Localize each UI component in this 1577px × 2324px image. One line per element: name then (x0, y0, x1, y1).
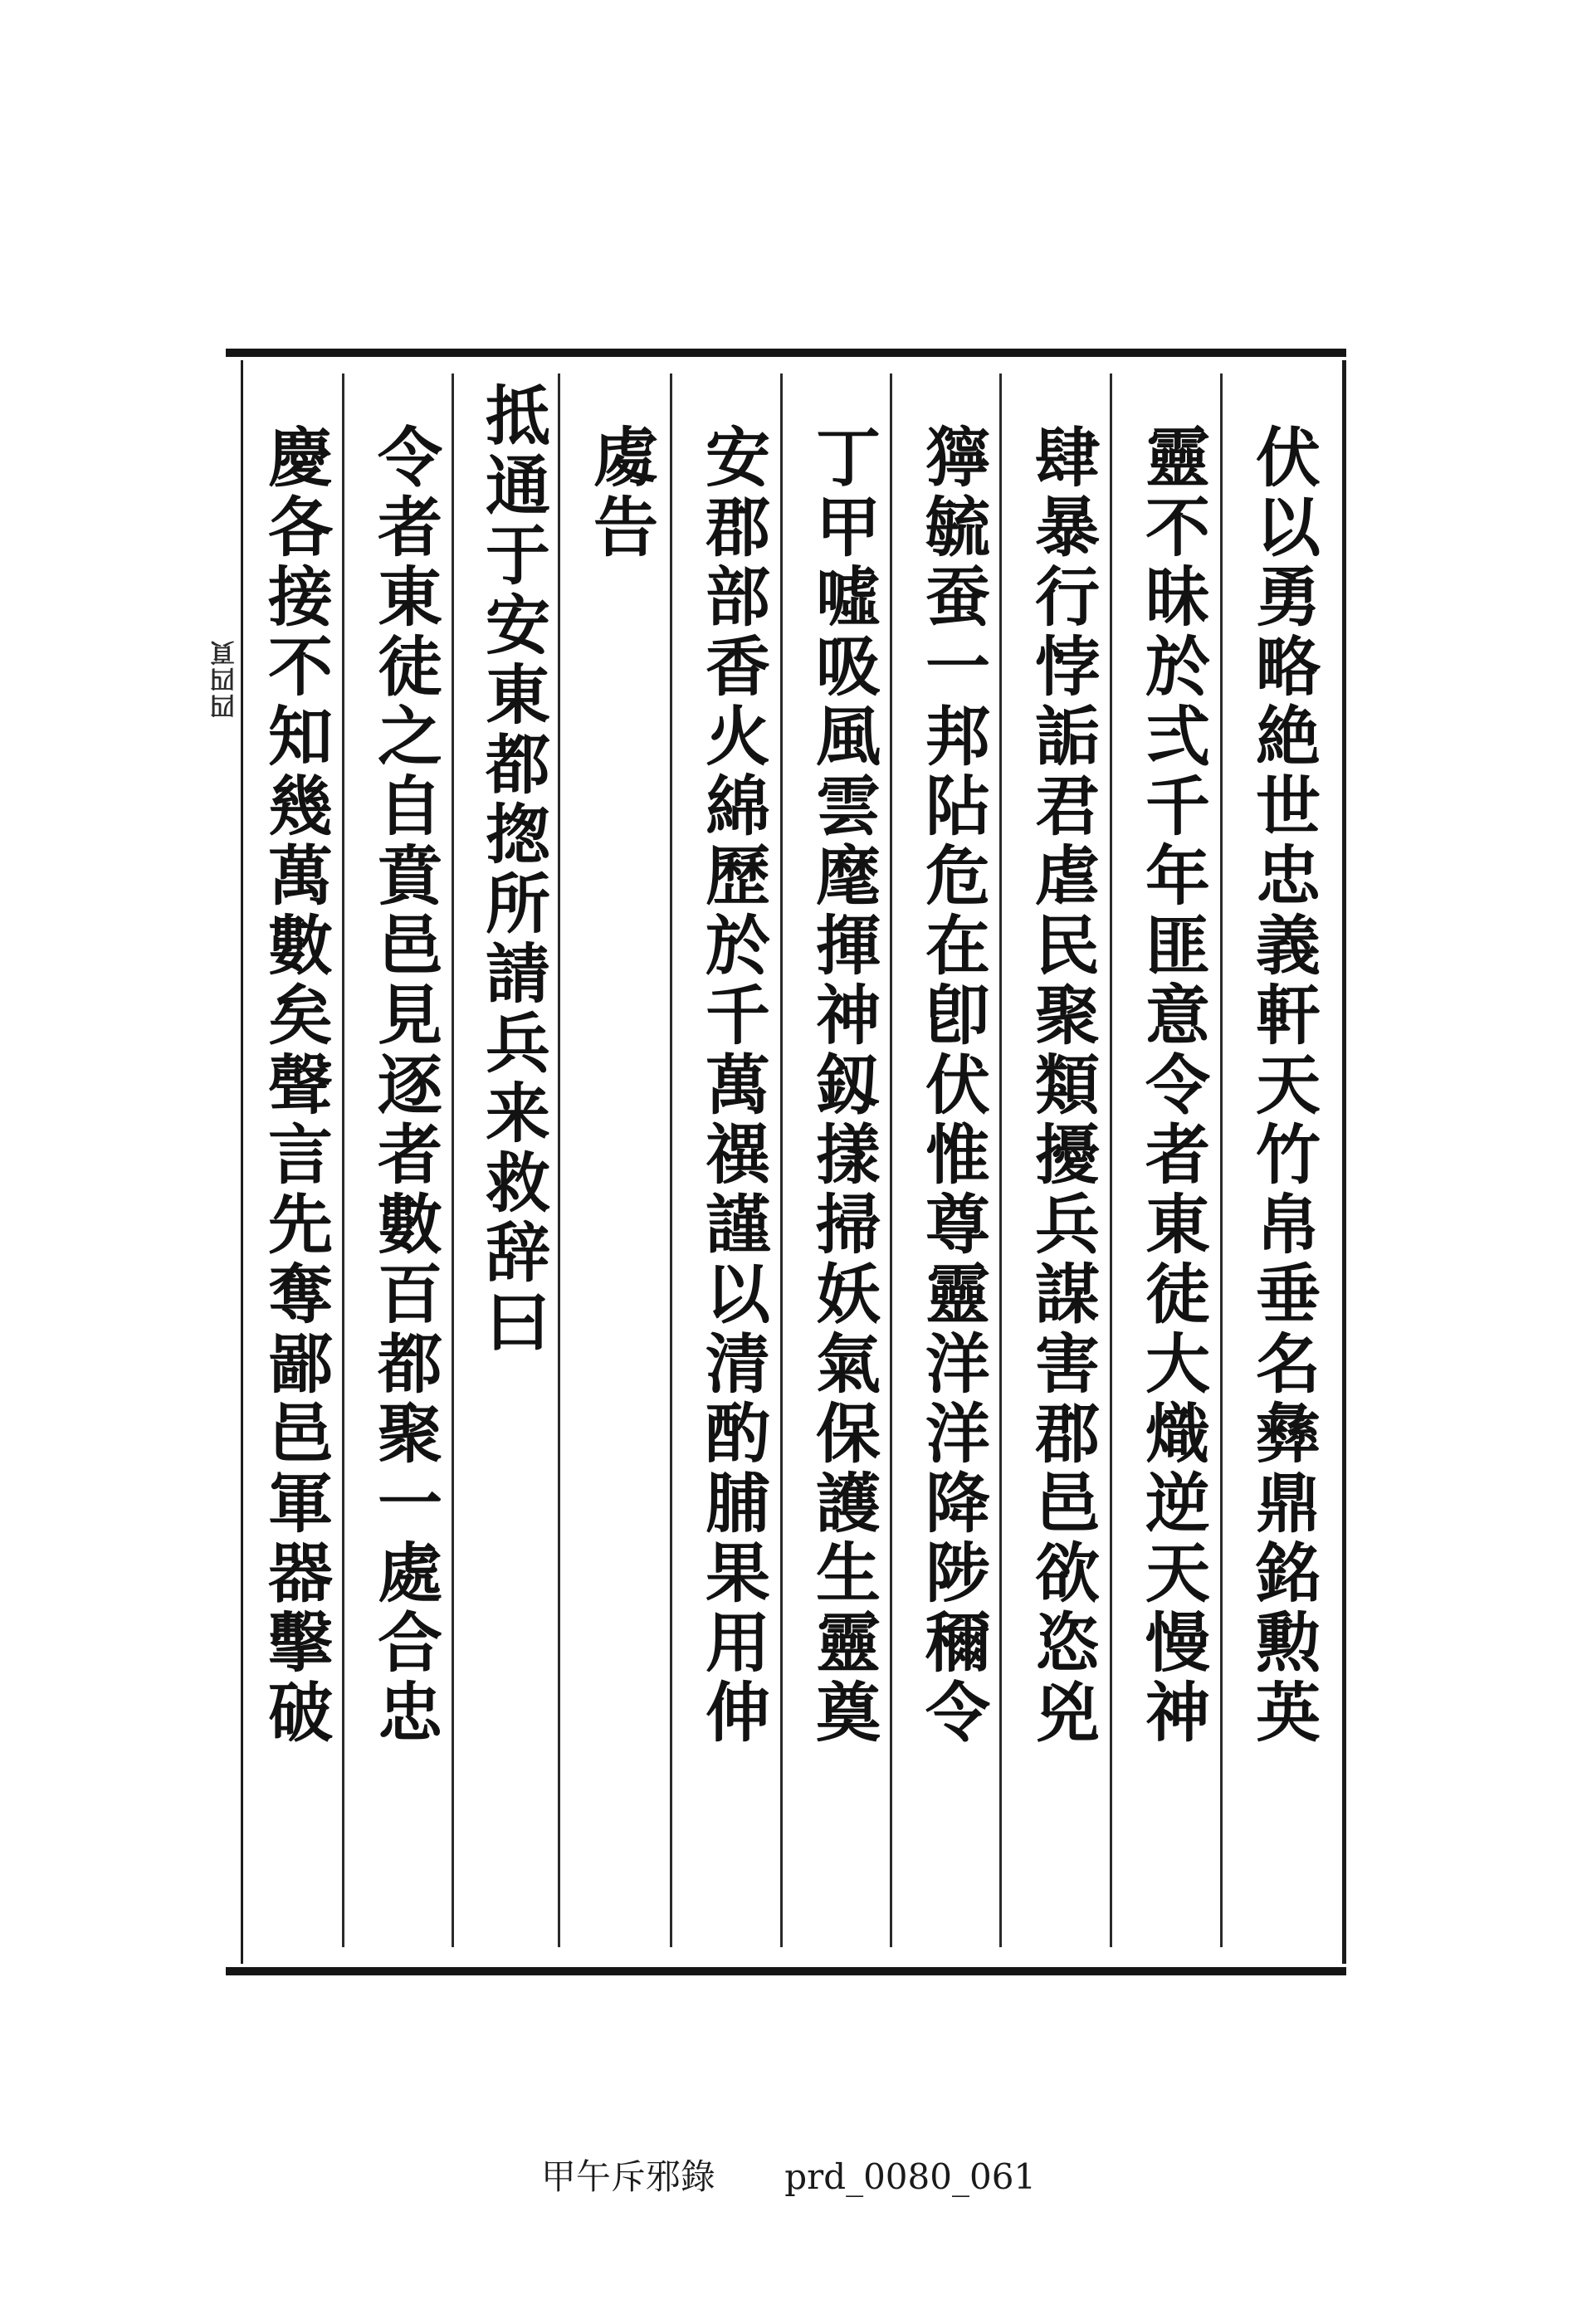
frame-left-rule (241, 360, 243, 1964)
page-footer (0, 2150, 1577, 2200)
column-divider (670, 374, 672, 1947)
text-column-10: 慶各接不知幾萬數矣聲言先奪鄙邑軍器擊破 (257, 423, 333, 1748)
column-divider (1110, 374, 1112, 1947)
column-divider (780, 374, 783, 1947)
footer-page-id: prd_0080_061 (784, 2156, 1037, 2197)
text-column-6: 安郡部香火綿歷於千萬禩謹以清酌脯果用伸 (695, 423, 770, 1748)
frame-right-rule (1342, 360, 1346, 1964)
text-column-4: 獰毓蚕一邦阽危在卽伏惟尊靈洋洋降陟穪令 (915, 423, 990, 1748)
column-divider (342, 374, 344, 1947)
frame-top-rule (226, 349, 1346, 357)
frame-bottom-rule (226, 1967, 1346, 1975)
text-column-3: 肆暴行悖詬君虐民聚類擾兵謀害郡邑欲恣兇 (1024, 423, 1100, 1748)
column-divider (452, 374, 454, 1947)
text-column-8: 抵通于安東都揔所請兵来救辞曰 (475, 382, 550, 1358)
text-column-2: 靈不昧於弍千年匪意令者東徒大熾逆天慢神 (1135, 423, 1210, 1748)
margin-page-note: 四四頁 (211, 639, 240, 719)
column-divider (890, 374, 892, 1947)
column-divider (1220, 374, 1223, 1947)
text-column-7: 䖏告 (583, 423, 658, 563)
text-column-1: 伏以勇略絶世忠義軒天竹帛垂名彝鼎銘勲英 (1245, 423, 1321, 1748)
column-divider (558, 374, 560, 1947)
text-column-5: 丁甲噓吸風雲麾揮神釼㨾掃妖氣保護生靈奠 (805, 423, 881, 1748)
text-column-9: 令者東徒之自賁邑見逐者數百都聚一處合忠 (367, 423, 442, 1748)
woodblock-frame (226, 349, 1346, 1975)
column-divider (999, 374, 1002, 1947)
footer-book-title: 甲午斥邪錄 (540, 2156, 715, 2197)
